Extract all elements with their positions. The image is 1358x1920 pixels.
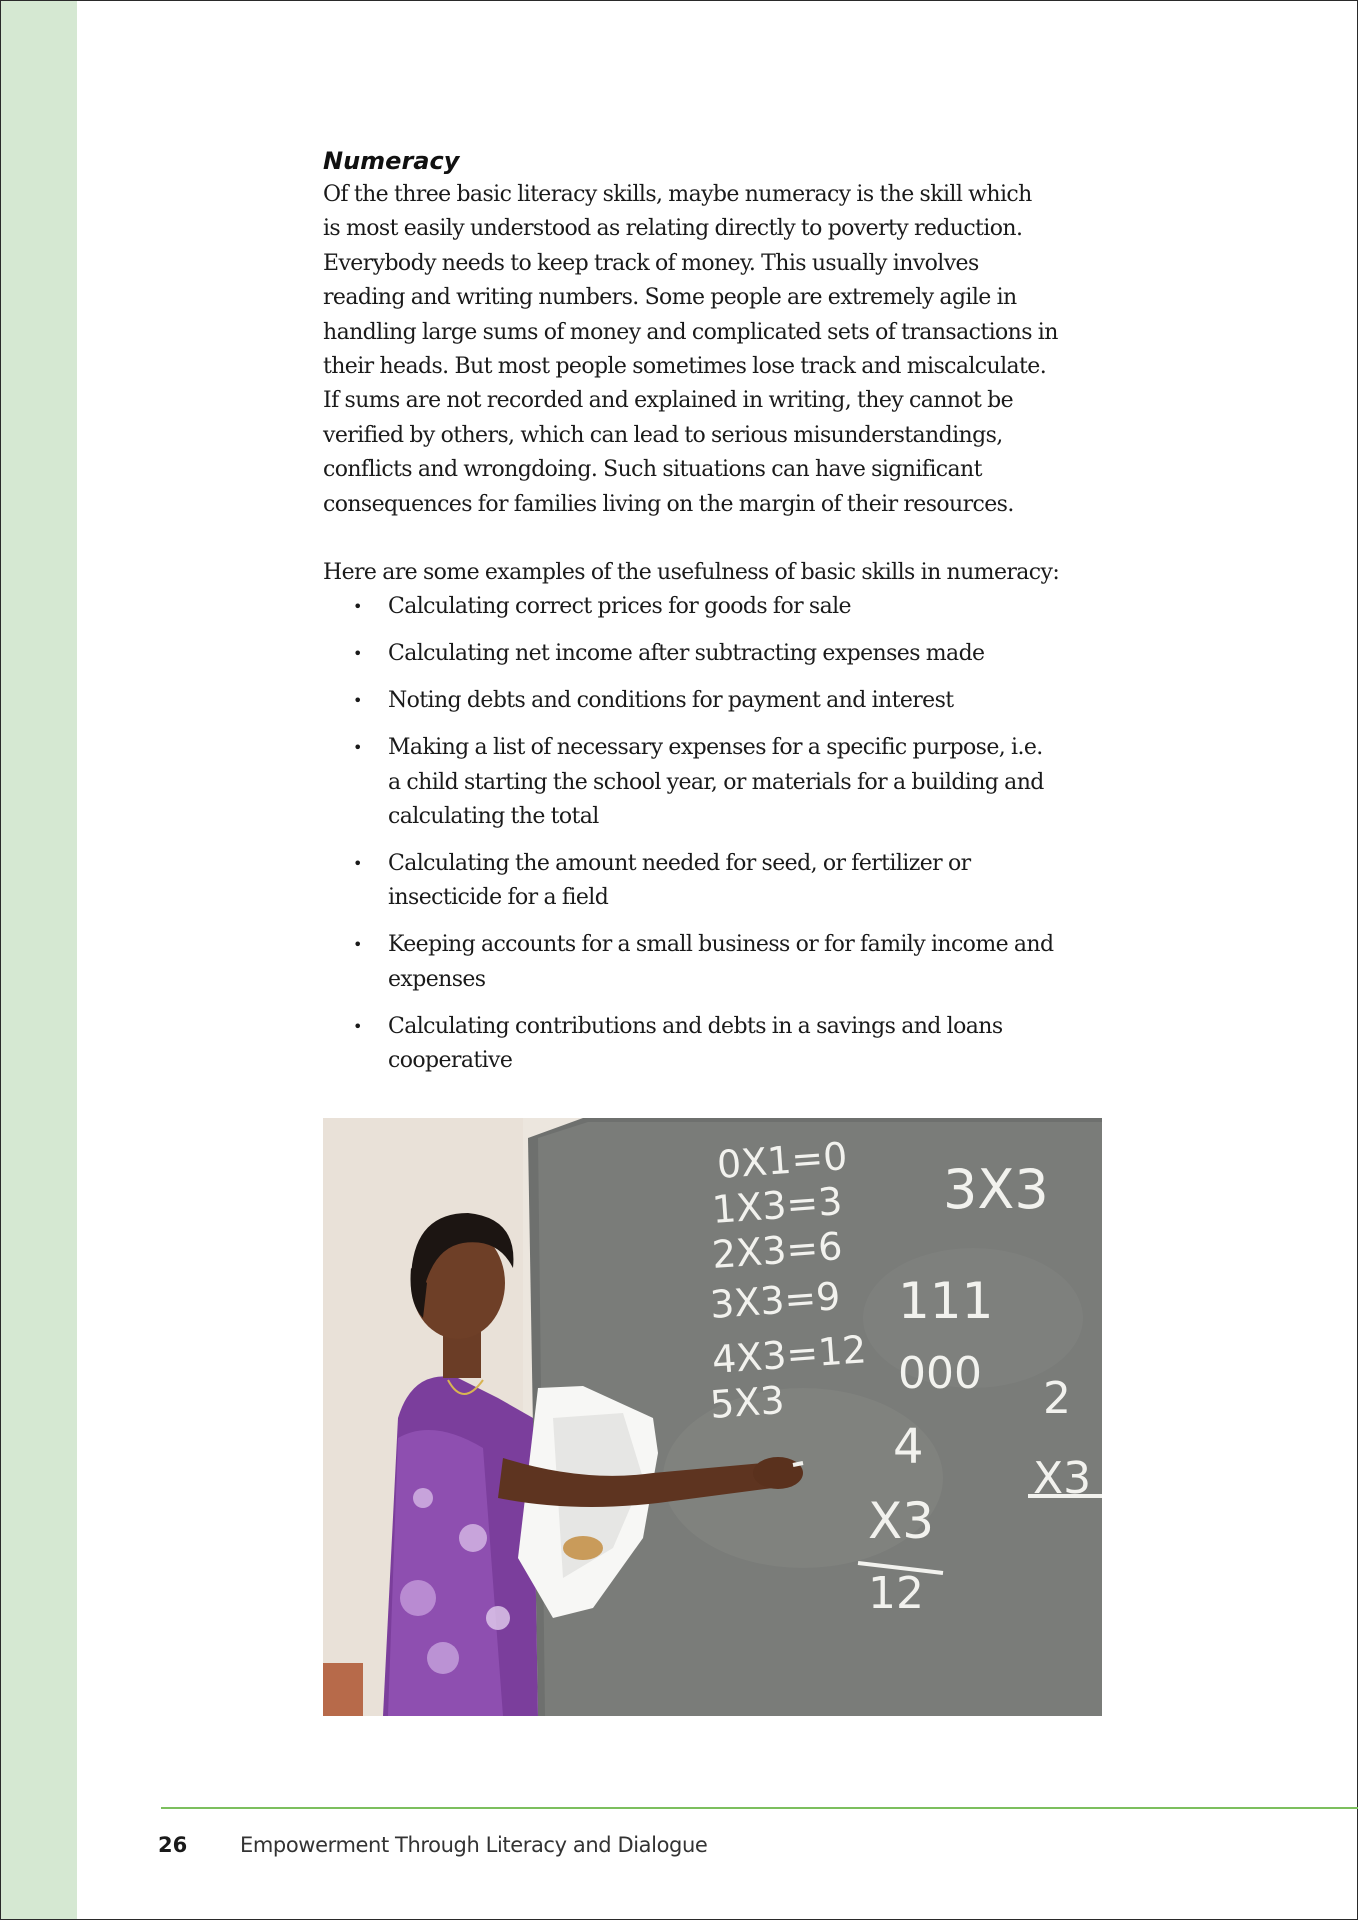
- paragraph-line: consequences for families living on the margin of their resources.: [323, 491, 1014, 517]
- paragraph-line: Everybody needs to keep track of money. This usually involves: [323, 250, 979, 276]
- list-item-line: Making a list of necessary expenses for a specific purpose, i.e.: [388, 735, 1043, 761]
- bullet-icon: •: [353, 597, 362, 617]
- list-item-line: Calculating the amount needed for seed, or fertilizer or: [388, 850, 971, 876]
- list-item: [323, 590, 1103, 624]
- paragraph-line: Of the three basic literacy skills, maybe numeracy is the skill which: [323, 182, 1032, 207]
- chalk-writing: 12: [868, 1568, 924, 1619]
- main-content: [323, 144, 1103, 1091]
- paragraph-line: handling large sums of money and complicated sets of transactions in: [323, 319, 1058, 345]
- list-item: [323, 637, 1103, 671]
- bullet-icon: •: [353, 935, 362, 955]
- paragraph-line: their heads. But most people sometimes lose track and miscalculate.: [323, 354, 1047, 380]
- examples-list: [323, 590, 1103, 1078]
- paragraph-line: If sums are not recorded and explained in writing, they cannot be: [323, 388, 1014, 414]
- section-heading: Numeracy: [323, 147, 460, 175]
- chalk-equation: 0X1=0: [715, 1133, 849, 1187]
- list-item-line: calculating the total: [388, 804, 599, 829]
- paragraph-line: conflicts and wrongdoing. Such situations can have significant: [323, 457, 982, 483]
- paragraph-line: verified by others, which can lead to serious misunderstandings,: [323, 422, 1003, 448]
- chalk-writing: 4: [893, 1419, 924, 1475]
- list-item-line: a child starting the school year, or materials for a building and: [388, 769, 1044, 795]
- chalk-writing: 000: [898, 1348, 982, 1399]
- footer-rule: [161, 1807, 1358, 1809]
- list-item-line: expenses: [388, 966, 486, 992]
- bullet-icon: •: [353, 738, 362, 758]
- list-item-line: Calculating contributions and debts in a savings and loans: [388, 1013, 1003, 1039]
- side-color-strip: [1, 1, 77, 1919]
- bullet-icon: •: [353, 1016, 362, 1036]
- list-item: [323, 684, 1103, 718]
- list-item-line: cooperative: [388, 1047, 513, 1073]
- list-item-line: Keeping accounts for a small business or for family income and: [388, 932, 1054, 958]
- chalk-equation: 5X3: [708, 1377, 786, 1427]
- examples-intro: Here are some examples of the usefulness of basic skills in numeracy:: [323, 560, 1060, 586]
- photo-illustration: [323, 1118, 1102, 1716]
- list-item: [323, 1010, 1103, 1079]
- page-number: 26: [158, 1833, 188, 1857]
- chalk-writing: X3: [1033, 1453, 1092, 1504]
- list-item-line: Noting debts and conditions for payment and interest: [388, 688, 954, 714]
- paragraph-line: reading and writing numbers. Some people are extremely agile in: [323, 285, 1017, 311]
- list-item: [323, 847, 1103, 916]
- list-item-line: Calculating correct prices for goods for sale: [388, 594, 851, 620]
- chalk-writing: 3X3: [943, 1158, 1049, 1221]
- chalk-equation: 4X3=12: [710, 1327, 868, 1382]
- chalk-equation: 1X3=3: [710, 1178, 844, 1232]
- paragraph-line: is most easily understood as relating directly to poverty reduction.: [323, 216, 1023, 242]
- list-item: [323, 928, 1103, 997]
- chalk-writing: 2: [1043, 1373, 1071, 1424]
- bullet-icon: •: [353, 691, 362, 711]
- chalk-equation: 3X3=9: [708, 1273, 842, 1327]
- list-item-line: Calculating net income after subtracting expenses made: [388, 641, 985, 667]
- footer-title: Empowerment Through Literacy and Dialogue: [240, 1833, 708, 1857]
- chalk-writing: X3: [868, 1492, 935, 1550]
- bullet-icon: •: [353, 853, 362, 873]
- chalk-writing: 111: [898, 1272, 994, 1330]
- photo-teacher-at-chalkboard: [323, 1118, 1102, 1716]
- list-item: [323, 731, 1103, 834]
- list-item-line: insecticide for a field: [388, 885, 609, 911]
- chalk-equation: 2X3=6: [710, 1223, 844, 1277]
- bullet-icon: •: [353, 644, 362, 664]
- body-paragraph: [323, 178, 1103, 522]
